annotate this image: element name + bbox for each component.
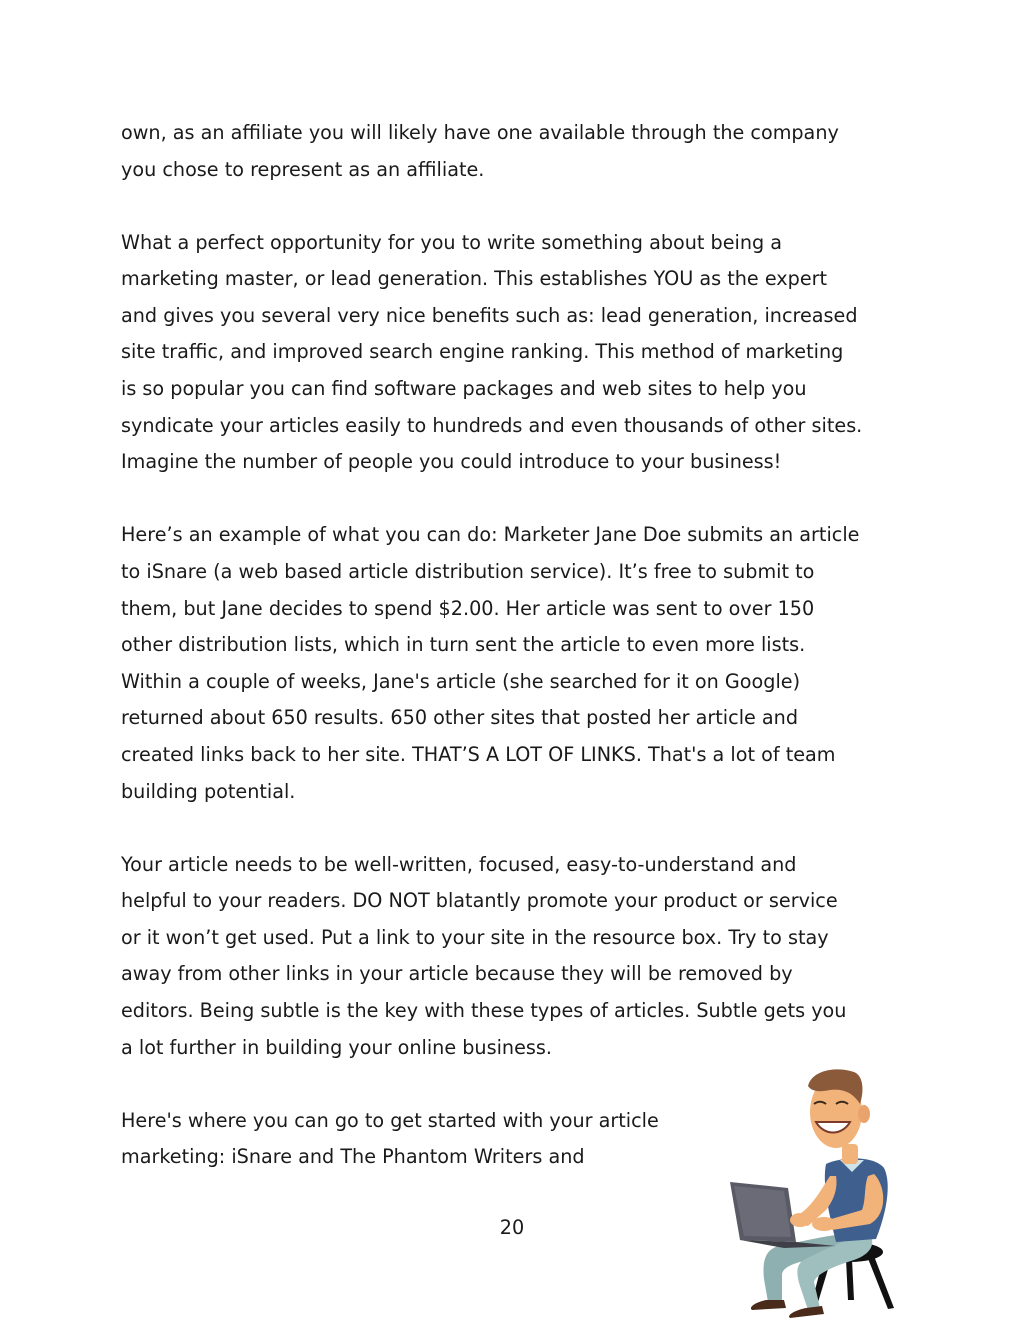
text-line: site traffic, and improved search engine ranking. This method of marketing	[121, 340, 844, 364]
man-with-laptop-illustration	[704, 1064, 904, 1324]
paragraph	[121, 225, 921, 481]
text-line: syndicate your articles easily to hundreds and even thousands of other sites.	[121, 413, 863, 437]
text-line: marketing master, or lead generation. This establishes YOU as the expert	[121, 267, 828, 291]
paragraph	[121, 847, 921, 1067]
text-line: own, as an affiliate you will likely have one available through the company	[121, 121, 839, 144]
page-number: 20	[499, 1216, 525, 1239]
text-line: to iSnare (a web based article distribution service). It’s free to submit to	[121, 559, 815, 583]
text-line: away from other links in your article because they will be removed by	[121, 962, 793, 986]
paragraph	[121, 115, 921, 188]
text-line: is so popular you can find software packages and web sites to help you	[121, 377, 807, 401]
text-line: Here’s an example of what you can do: Marketer Jane Doe submits an article	[121, 523, 860, 547]
text-line: returned about 650 results. 650 other sites that posted her article and	[121, 706, 799, 730]
body-text	[121, 115, 921, 1212]
text-line: Imagine the number of people you could introduce to your business!	[121, 450, 782, 474]
text-line: Your article needs to be well-written, focused, easy-to-understand and	[121, 852, 797, 876]
paragraph	[121, 517, 921, 810]
text-line: you chose to represent as an affiliate.	[121, 157, 485, 181]
head-icon	[808, 1069, 870, 1164]
text-line: or it won’t get used. Put a link to your site in the resource box. Try to stay	[121, 925, 829, 949]
text-line: Here's where you can go to get started with your article	[121, 1108, 659, 1132]
text-line: and gives you several very nice benefits such as: lead generation, increased	[121, 303, 858, 327]
text-line: them, but Jane decides to spend $2.00. Her article was sent to over 150	[121, 596, 815, 620]
text-line: editors. Being subtle is the key with these types of articles. Subtle gets you	[121, 998, 847, 1022]
text-line: other distribution lists, which in turn sent the article to even more lists.	[121, 633, 806, 657]
text-line: created links back to her site. THAT’S A LOT OF LINKS. That's a lot of team	[121, 742, 836, 766]
text-line: Within a couple of weeks, Jane's article (she searched for it on Google)	[121, 669, 801, 693]
text-line: What a perfect opportunity for you to write something about being a	[121, 230, 783, 254]
text-line: building potential.	[121, 779, 296, 803]
text-line: marketing: iSnare and The Phantom Writers and	[121, 1145, 585, 1169]
text-line: a lot further in building your online business.	[121, 1035, 552, 1059]
text-line: helpful to your readers. DO NOT blatantly promote your product or service	[121, 889, 838, 913]
